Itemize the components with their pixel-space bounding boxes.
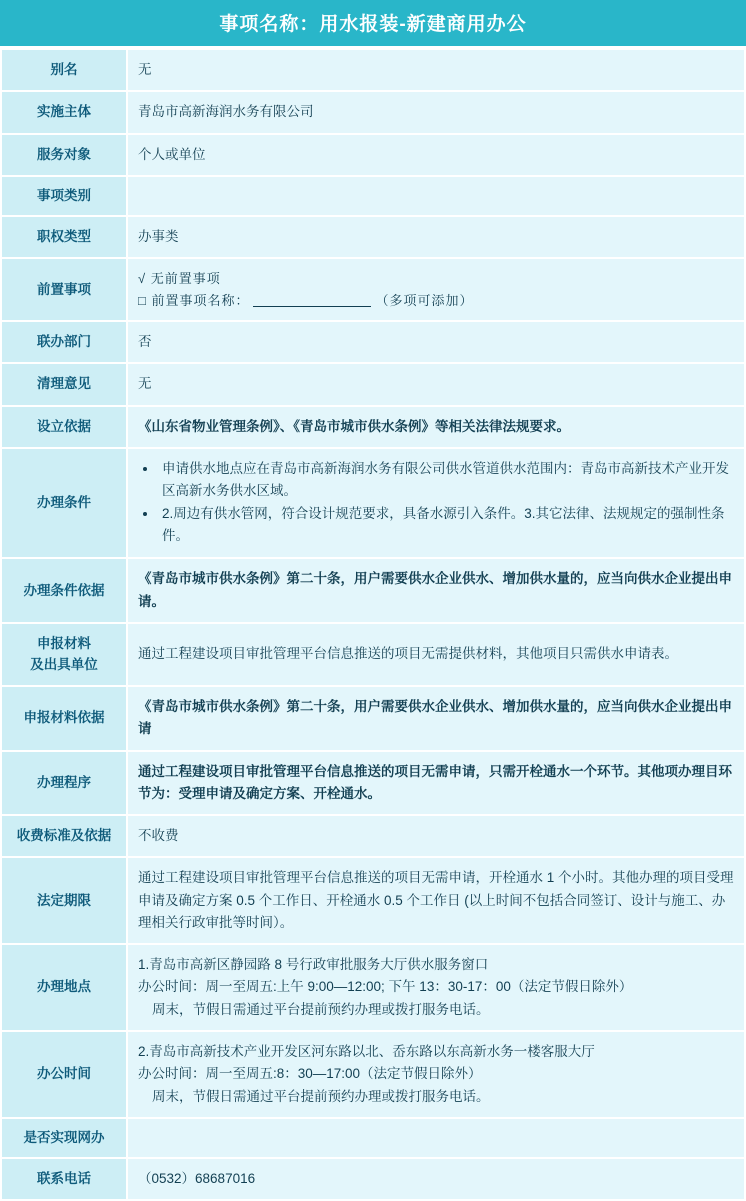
prerequisite-hint: （多项可添加） [375, 292, 474, 308]
table-row [1, 686, 745, 751]
table-row [1, 258, 745, 321]
row-label-legal-term: 法定期限 [1, 857, 127, 944]
row-label-alias: 别名 [1, 49, 127, 91]
row-value-joint-dept: 否 [127, 321, 745, 363]
row-value-location-2 [127, 1031, 745, 1118]
table-row [1, 751, 745, 816]
prerequisite-named-label: □ 前置事项名称： [138, 292, 250, 308]
table-row [1, 216, 745, 258]
list-item: • 2.周边有供水管网，符合设计规范要求，具备水源引入条件。3.其它法律、法规规定的强制性条件。 [158, 503, 734, 546]
row-value-authority-type: 办事类 [127, 216, 745, 258]
row-label-conditions-basis: 办理条件依据 [1, 558, 127, 623]
table-row [1, 321, 745, 363]
row-value-category [127, 176, 745, 216]
row-label-conditions: 办理条件 [1, 448, 127, 558]
row-label-audience: 服务对象 [1, 134, 127, 176]
list-item: • 申请供水地点应在青岛市高新海润水务有限公司供水管道供水范围内：青岛市高新技术产业开发区高新水务供水区域。 [158, 458, 734, 501]
row-label-materials-line2: 及出具单位 [30, 657, 98, 673]
row-value-alias: 无 [127, 49, 745, 91]
row-value-subject: 青岛市高新海润水务有限公司 [127, 91, 745, 133]
table-row [1, 1031, 745, 1118]
row-label-procedure: 办理程序 [1, 751, 127, 816]
table-row [1, 448, 745, 558]
row-label-materials [1, 623, 127, 686]
prerequisite-none-option[interactable]: √ 无前置事项 [138, 271, 221, 287]
row-label-cleanup-opinion: 清理意见 [1, 363, 127, 405]
location-2-note: 周末，节假日需通过平台提前预约办理或拨打服务电话。 [152, 1088, 490, 1104]
row-value-materials-basis: 《青岛市城市供水条例》第二十条，用户需要供水企业供水、增加供水量的，应当向供水企业提出申请 [127, 686, 745, 751]
row-label-establish-basis: 设立依据 [1, 406, 127, 448]
table-row [1, 91, 745, 133]
row-value-conditions [127, 448, 745, 558]
location-1-hours: 办公时间：周一至周五:上午 9:00—12:00; 下午 13：30-17：00（法定节假日除外） [138, 979, 633, 995]
table-row [1, 558, 745, 623]
table-row [1, 944, 745, 1031]
row-value-audience: 个人或单位 [127, 134, 745, 176]
table-row [1, 1118, 745, 1158]
row-value-procedure: 通过工程建设项目审批管理平台信息推送的项目无需申请，只需开栓通水一个环节。其他项办理目环节为：受理申请及确定方案、开栓通水。 [127, 751, 745, 816]
table-row [1, 134, 745, 176]
row-value-location-1 [127, 944, 745, 1031]
location-1-address: 1.青岛市高新区静园路 8 号行政审批服务大厅供水服务窗口 [138, 957, 489, 973]
table-row [1, 857, 745, 944]
table-row [1, 363, 745, 405]
prerequisite-name-input[interactable] [253, 306, 371, 307]
prerequisite-named-option[interactable] [138, 290, 734, 311]
row-label-prerequisite: 前置事项 [1, 258, 127, 321]
row-value-prerequisite [127, 258, 745, 321]
table-row [1, 49, 745, 91]
row-label-location: 办理地点 [1, 944, 127, 1031]
table-row [1, 1158, 745, 1200]
location-2-hours: 办公时间：周一至周五:8：30—17:00（法定节假日除外） [138, 1066, 482, 1082]
table-row [1, 623, 745, 686]
row-label-authority-type: 职权类型 [1, 216, 127, 258]
row-label-joint-dept: 联办部门 [1, 321, 127, 363]
row-label-phone: 联系电话 [1, 1158, 127, 1200]
table-row [1, 176, 745, 216]
conditions-list [138, 458, 734, 546]
row-label-subject: 实施主体 [1, 91, 127, 133]
table-row [1, 406, 745, 448]
row-label-category: 事项类别 [1, 176, 127, 216]
row-value-online-service [127, 1118, 745, 1158]
row-value-conditions-basis: 《青岛市城市供水条例》第二十条，用户需要供水企业供水、增加供水量的，应当向供水企业提出申请。 [127, 558, 745, 623]
page-title: 事项名称：用水报装-新建商用办公 [0, 0, 746, 48]
row-value-fee: 不收费 [127, 815, 745, 857]
row-label-materials-basis: 申报材料依据 [1, 686, 127, 751]
row-label-office-hours: 办公时间 [1, 1031, 127, 1118]
row-label-online-service: 是否实现网办 [1, 1118, 127, 1158]
row-value-phone: （0532）68687016 [127, 1158, 745, 1200]
row-label-fee: 收费标准及依据 [1, 815, 127, 857]
service-item-table [0, 48, 746, 1201]
table-row [1, 815, 745, 857]
location-2-address: 2.青岛市高新技术产业开发区河东路以北、岙东路以东高新水务一楼客服大厅 [138, 1044, 595, 1059]
location-1-note: 周末，节假日需通过平台提前预约办理或拨打服务电话。 [152, 1001, 490, 1017]
row-value-establish-basis: 《山东省物业管理条例》、《青岛市城市供水条例》等相关法律法规要求。 [127, 406, 745, 448]
row-label-materials-line1: 申报材料 [37, 635, 91, 651]
row-value-materials: 通过工程建设项目审批管理平台信息推送的项目无需提供材料，其他项目只需供水申请表。 [127, 623, 745, 686]
row-value-legal-term: 通过工程建设项目审批管理平台信息推送的项目无需申请，开栓通水 1 个小时。其他办理的项目受理申请及确定方案 0.5 个工作日、开栓通水 0.5 个工作日 (以上时间不包括合同签订、设计与施工、办理相关行政审批等时间）。 [127, 857, 745, 944]
row-value-cleanup-opinion: 无 [127, 363, 745, 405]
